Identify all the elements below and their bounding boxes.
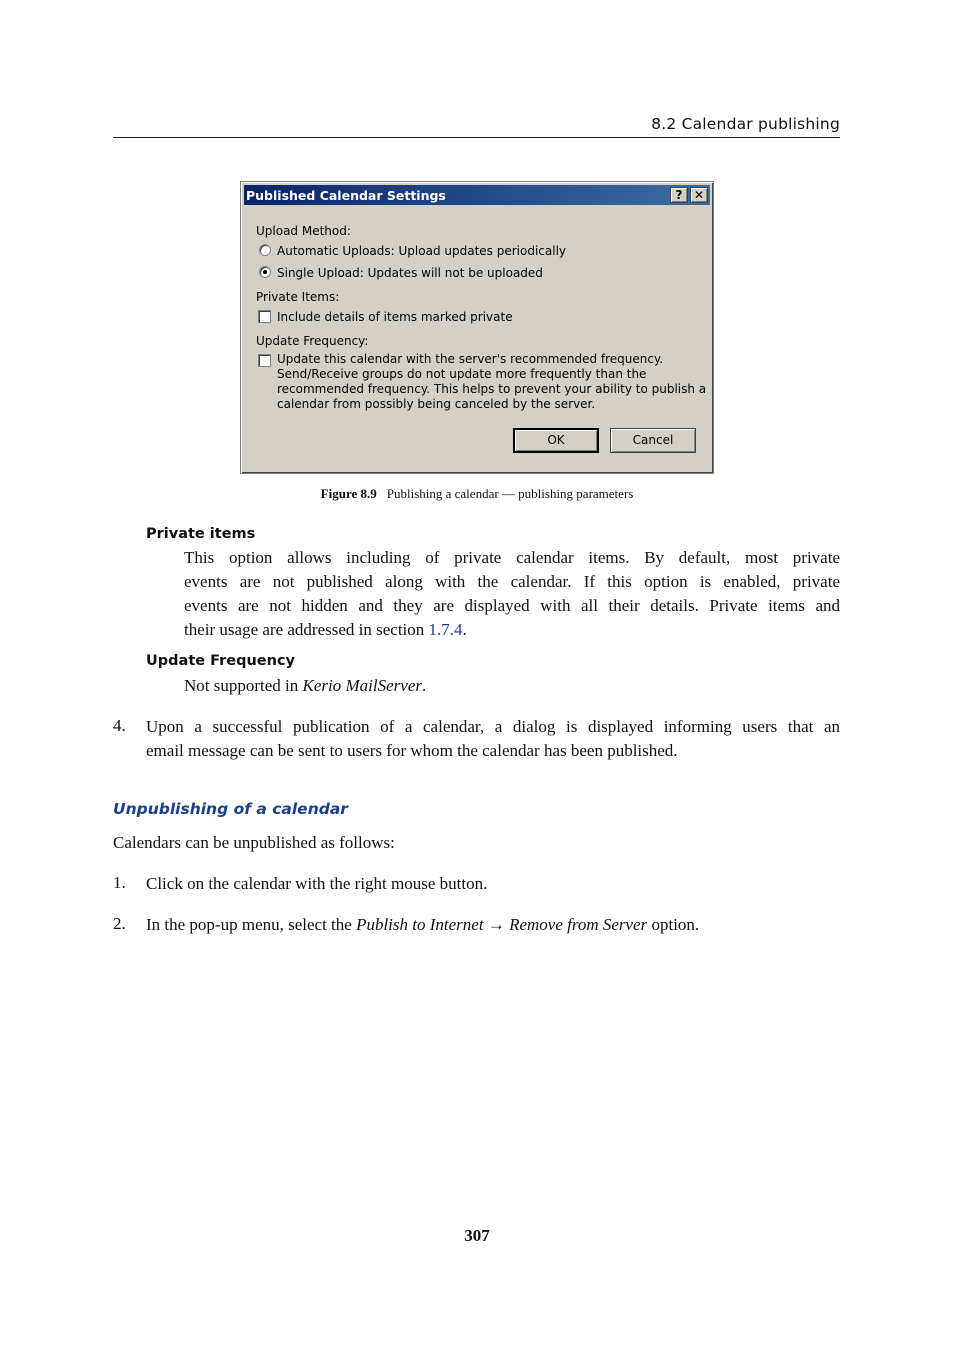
private-items-label: Private Items: xyxy=(256,290,340,304)
section-title: 8.2 Calendar publishing xyxy=(651,115,840,133)
text-fragment: option. xyxy=(647,915,700,934)
update-frequency-label: Update Frequency: xyxy=(256,334,369,348)
private-items-term: Private items xyxy=(146,526,256,542)
single-upload-label[interactable]: Single Upload: Updates will not be uploaded xyxy=(277,266,543,280)
text-line: This option allows including of private calendar items. By default, most private xyxy=(184,548,840,567)
ok-button[interactable]: OK xyxy=(513,428,599,453)
close-icon: ✕ xyxy=(693,188,705,202)
update-frequency-term: Update Frequency xyxy=(146,653,296,669)
text-fragment: In the pop-up menu, select the xyxy=(146,915,357,934)
dialog-titlebar xyxy=(244,185,710,205)
arrow-icon: → xyxy=(483,915,510,934)
include-details-checkbox[interactable] xyxy=(258,310,271,323)
figure-caption-text: Publishing a calendar — publishing parameters xyxy=(386,486,634,501)
update-frequency-line: calendar from possibly being canceled by the server. xyxy=(277,397,596,411)
update-frequency-checkbox[interactable] xyxy=(258,354,271,367)
unpublishing-heading: Unpublishing of a calendar xyxy=(113,800,348,818)
update-frequency-description xyxy=(184,674,840,698)
help-icon: ? xyxy=(675,188,683,202)
unpublishing-intro: Calendars can be unpublished as follows: xyxy=(113,833,395,852)
text-line xyxy=(184,618,840,642)
update-frequency-line: Update this calendar with the server's recommended frequency. xyxy=(277,352,664,366)
figure-number: Figure 8.9 xyxy=(320,486,377,501)
include-details-label[interactable]: Include details of items marked private xyxy=(277,310,513,324)
running-header xyxy=(113,113,840,138)
private-items-description xyxy=(184,546,840,642)
update-frequency-line: Send/Receive groups do not update more frequently than the xyxy=(277,367,647,381)
text-line: events are not published along with the calendar. If this option is enabled, private xyxy=(184,572,840,591)
text-line: events are not hidden and they are displayed with all their details. Private items and xyxy=(184,596,840,615)
unpublish-step-2 xyxy=(146,913,840,937)
automatic-uploads-label[interactable]: Automatic Uploads: Upload updates periodically xyxy=(277,244,567,258)
step-number: 1. xyxy=(113,873,126,892)
cancel-button[interactable]: Cancel xyxy=(610,428,696,453)
figure-caption xyxy=(0,486,954,502)
text-line: email message can be sent to users for whom the calendar has been published. xyxy=(146,741,678,760)
close-button[interactable] xyxy=(690,187,708,203)
menu-item-publish-to-internet: Publish to Internet xyxy=(356,915,484,934)
update-frequency-line: recommended frequency. This helps to prevent your ability to publish a xyxy=(277,382,707,396)
dialog-title: Published Calendar Settings xyxy=(246,188,446,203)
single-upload-radio[interactable] xyxy=(259,266,271,278)
product-name: Kerio MailServer xyxy=(302,676,422,695)
help-button[interactable] xyxy=(670,187,688,203)
step-4-text xyxy=(146,715,840,763)
page-number: 307 xyxy=(464,1226,490,1245)
upload-method-label: Upload Method: xyxy=(256,224,351,238)
update-frequency-option-text[interactable] xyxy=(277,352,706,412)
automatic-uploads-radio[interactable] xyxy=(259,244,271,256)
section-link[interactable]: 1.7.4 xyxy=(428,620,463,639)
menu-item-remove-from-server: Remove from Server xyxy=(509,915,648,934)
text-fragment: Not supported in xyxy=(184,676,303,695)
step-number: 2. xyxy=(113,914,126,933)
text-line: Upon a successful publication of a calendar, a dialog is displayed informing users that an xyxy=(146,717,840,736)
text-fragment: . xyxy=(462,620,467,639)
published-calendar-settings-dialog xyxy=(240,181,714,474)
step-number: 4. xyxy=(113,716,126,735)
unpublish-step-1: Click on the calendar with the right mouse button. xyxy=(146,874,488,893)
text-fragment: . xyxy=(421,676,427,695)
text-fragment: their usage are addressed in section xyxy=(184,620,429,639)
